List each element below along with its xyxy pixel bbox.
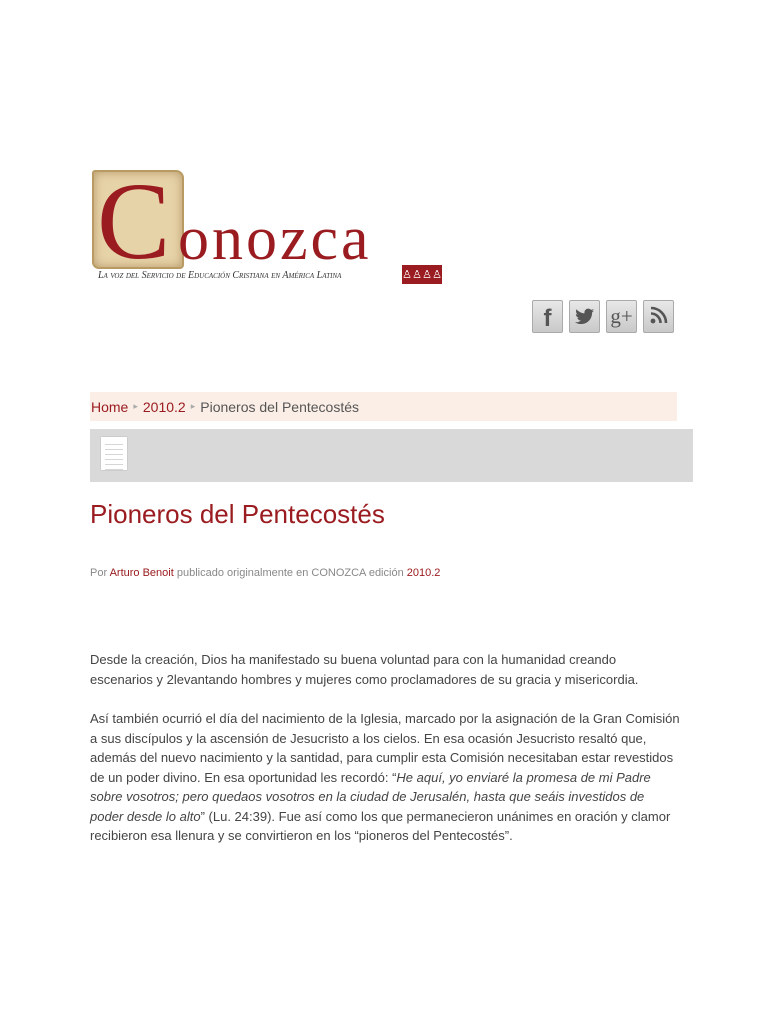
document-preview-bar bbox=[90, 429, 693, 482]
breadcrumb bbox=[90, 392, 677, 421]
byline-middle: publicado originalmente en CONOZCA edición bbox=[173, 567, 407, 579]
site-logo[interactable] bbox=[90, 160, 450, 290]
paragraph: Desde la creación, Dios ha manifestado su buena voluntad para con la humanidad creando escenarios y 2levantando hombres y mujeres como proclamadores de su gracia y misericordia. bbox=[90, 652, 639, 687]
author-link[interactable]: Arturo Benoit bbox=[109, 567, 174, 579]
scripture-quote: He aquí, yo enviaré la promesa de mi Padre sobre vosotros; pero quedaos vosotros en la ciudad de Jerusalén, hasta que seáis investidos de poder desde lo alto bbox=[90, 769, 651, 824]
social-links bbox=[532, 300, 674, 333]
document-icon[interactable] bbox=[101, 437, 127, 470]
logo-tagline: La voz del Servicio de Educación Cristiana en América Latina bbox=[98, 270, 342, 281]
paragraph-text: ” (Lu. 24:39). Fue así como los que permanecieron unánimes en oración y clamor recibieron esa llenura y se convirtieron en los “pioneros del Pentecostés”. bbox=[90, 808, 671, 843]
page-title: Pioneros del Pentecostés bbox=[90, 499, 385, 529]
edition-link[interactable]: 2010.2 bbox=[406, 567, 441, 579]
rss-icon bbox=[650, 304, 668, 330]
byline-prefix: Por bbox=[90, 567, 110, 579]
twitter-button[interactable] bbox=[569, 300, 600, 333]
breadcrumb-edition-link[interactable]: 2010.2 bbox=[142, 398, 186, 415]
google-plus-button[interactable] bbox=[606, 300, 637, 333]
google-plus-icon: g+ bbox=[610, 304, 633, 328]
paragraph bbox=[90, 709, 680, 846]
breadcrumb-separator-icon: ▸ bbox=[190, 401, 196, 411]
post-byline bbox=[90, 567, 440, 579]
post-content bbox=[90, 650, 680, 866]
paragraph-text: Así también ocurrió el día del nacimiento de la Iglesia, marcado por la asignación de la Gran Comisión a sus discípulos y la ascensión de Jesucristo a los cielos. En esa ocasión Jesucristo resaltó que, además del nuevo nacimiento y la santidad, para cumplir esta Comisión necesitaban estar revestidos de un poder divino. En esa oportunidad les recordó: “ bbox=[90, 711, 680, 785]
facebook-icon: f bbox=[543, 304, 552, 332]
rss-button[interactable] bbox=[643, 300, 674, 333]
breadcrumb-separator-icon: ▸ bbox=[133, 401, 138, 411]
breadcrumb-current: Pioneros del Pentecostés bbox=[200, 398, 360, 415]
logo-wordmark: onozca bbox=[178, 205, 372, 273]
logo-big-letter: C bbox=[97, 160, 171, 282]
people-emblem-icon: ♙ ♙ ♙ ♙ bbox=[402, 265, 442, 284]
twitter-icon bbox=[575, 304, 595, 330]
facebook-button[interactable] bbox=[532, 300, 563, 333]
breadcrumb-home-link[interactable]: Home bbox=[91, 398, 129, 415]
